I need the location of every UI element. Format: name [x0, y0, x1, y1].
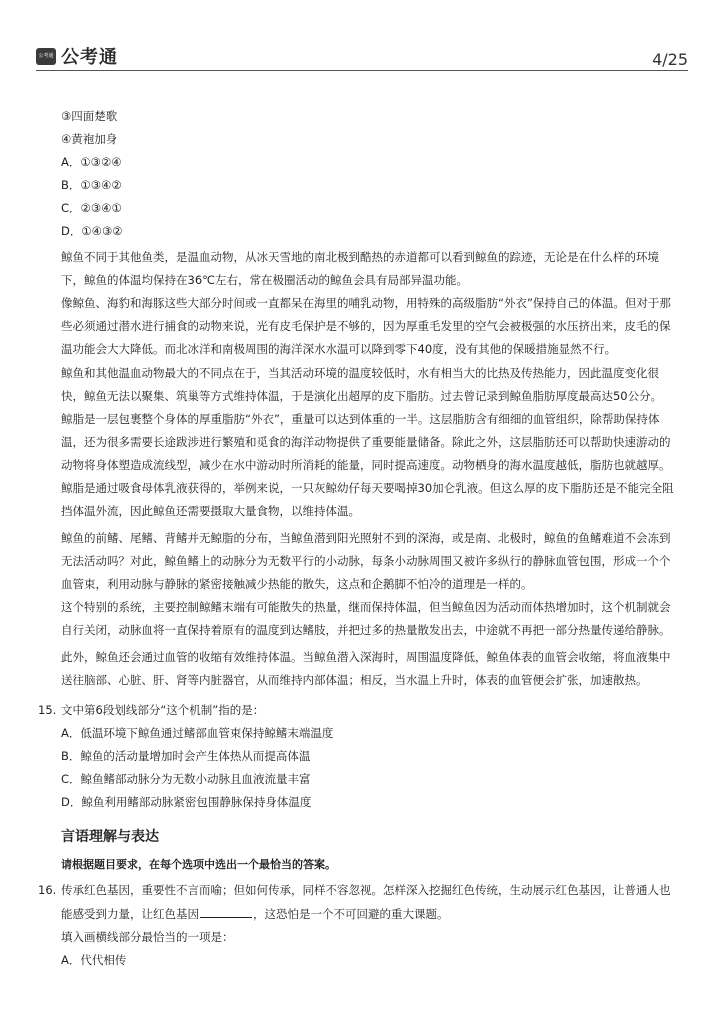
stem-text-after-blank: ，这恐怕是一个不可回避的重大课题。: [253, 907, 449, 921]
passage-line: 血管束，利用动脉与静脉的紧密接触减少热能的散失，这点和企鹅脚不怕冷的道理是一样的。: [61, 577, 533, 591]
logo-text: 公考通: [61, 47, 118, 68]
question-stem: 文中第6段划线部分“这个机制”指的是：: [61, 703, 265, 717]
page-header: [36, 40, 688, 71]
answer-option: B．鲸鱼的活动量增加时会产生体热从而提高体温: [61, 749, 311, 763]
fill-blank: [200, 906, 252, 918]
section-instruction: 请根据题目要求，在每个选项中选出一个最恰当的答案。: [61, 858, 336, 871]
passage-line: 鲸鱼不同于其他鱼类，是温血动物，从冰天雪地的南北极到酷热的赤道都可以看到鲸鱼的踪迹，无论是在什么样的环境: [61, 250, 659, 264]
option-line: A．①③②④: [61, 155, 122, 169]
passage-line: 挡体温外流，因此鲸鱼还需要摄取大量食物，以维持体温。: [61, 504, 360, 518]
passage-line: 鲸鱼和其他温血动物最大的不同点在于，当其活动环境的温度较低时，水有相当大的比热及传热能力，因此温度变化很: [61, 366, 659, 380]
passage-line: 鲸脂是一层包裹整个身体的厚重脂肪“外衣”，重量可以达到体重的一半。这层脂肪含有细细的血管组织，除帮助保持体: [61, 412, 660, 426]
logo: [36, 43, 118, 69]
passage-line: 鲸脂是通过吸食母体乳液获得的，举例来说，一只灰鲸幼仔每天要喝掉30加仑乳液。但这么厚的皮下脂肪还是不能完全阻: [61, 481, 674, 495]
passage-line: 送往脑部、心脏、肝、肾等内脏器官，从而维持内部体温；相反，当水温上升时，体表的血管便会扩张，加速散热。: [61, 673, 648, 687]
passage-line: 此外，鲸鱼还会通过血管的收缩有效维持体温。当鲸鱼潜入深海时，周围温度降低，鲸鱼体表的血管会收缩，将血液集中: [61, 650, 671, 664]
section-title: 言语理解与表达: [61, 829, 159, 845]
passage-line: 无法活动吗？对此，鲸鱼鳍上的动脉分为无数平行的小动脉，每条小动脉周围又被许多纵行的静脉血管包围，形成一个个: [61, 554, 671, 568]
page-number: 4/25: [652, 50, 688, 69]
passage-line: 快，鲸鱼无法以聚集、筑巢等方式维持体温，于是演化出超厚的皮下脂肪。过去曾记录到鲸鱼脂肪厚度最高达50公分。: [61, 389, 663, 403]
passage-line: 这个特别的系统，主要控制鲸鳍末端有可能散失的热量，继而保持体温，但当鲸鱼因为活动而体热增加时，这个机制就会: [61, 600, 671, 614]
question-prompt: 填入画横线部分最恰当的一项是：: [61, 930, 234, 944]
option-line: C．②③④①: [61, 201, 122, 215]
logo-badge: 公考通: [36, 48, 56, 65]
question-stem-line2: [61, 906, 449, 921]
question-number: 16.: [38, 883, 57, 897]
stem-text-before-blank: 能感受到力量，让红色基因: [61, 907, 199, 921]
option-line: B．①③④②: [61, 178, 122, 192]
passage-line: 些必须通过潜水进行捕食的动物来说，光有皮毛保护是不够的，因为厚重毛发里的空气会被极强的水压挤出来，皮毛的保: [61, 319, 671, 333]
passage-line: 动物将身体塑造成流线型，减少在水中游动时所消耗的能量，同时提高速度。动物栖身的海水温度越低，脂肪也就越厚。: [61, 458, 671, 472]
question-number: 15.: [38, 703, 57, 717]
answer-option: A．低温环境下鲸鱼通过鳍部血管束保持鲸鳍末端温度: [61, 726, 334, 740]
option-line: D．①④③②: [61, 224, 123, 238]
option-line: ④黄袍加身: [61, 132, 118, 146]
passage-line: 鲸鱼的前鳍、尾鳍、背鳍并无鲸脂的分布，当鲸鱼潜到阳光照射不到的深海，或是南、北极时，鲸鱼的鱼鳍难道不会冻到: [61, 531, 671, 545]
passage-line: 温功能会大大降低。而北冰洋和南极周围的海洋深水水温可以降到零下40度，没有其他的保暖措施显然不行。: [61, 342, 617, 356]
answer-option: A．代代相传: [61, 953, 127, 967]
passage-line: 下，鲸鱼的体温均保持在36℃左右，常在极圈活动的鲸鱼会具有局部异温功能。: [61, 273, 469, 287]
answer-option: D．鲸鱼利用鳍部动脉紧密包围静脉保持身体温度: [61, 795, 312, 809]
passage-line: 像鲸鱼、海豹和海豚这些大部分时间或一直都呆在海里的哺乳动物，用特殊的高级脂肪“外衣”保持自己的体温。但对于那: [61, 296, 671, 310]
answer-option: C．鲸鱼鳍部动脉分为无数小动脉且血液流量丰富: [61, 772, 311, 786]
question-stem: 传承红色基因，重要性不言而喻；但如何传承，同样不容忽视。怎样深入挖掘红色传统，生动展示红色基因，让普通人也: [61, 883, 671, 897]
passage-line: 温，还为很多需要长途跋涉进行繁殖和觅食的海洋动物提供了重要能量储备。除此之外，这层脂肪还可以帮助快速游动的: [61, 435, 671, 449]
option-line: ③四面楚歌: [61, 109, 118, 123]
passage-line: 自行关闭，动脉血将一直保持着原有的温度到达鳍肢，并把过多的热量散发出去，中途就不再把一部分热量传递给静脉。: [61, 623, 671, 637]
